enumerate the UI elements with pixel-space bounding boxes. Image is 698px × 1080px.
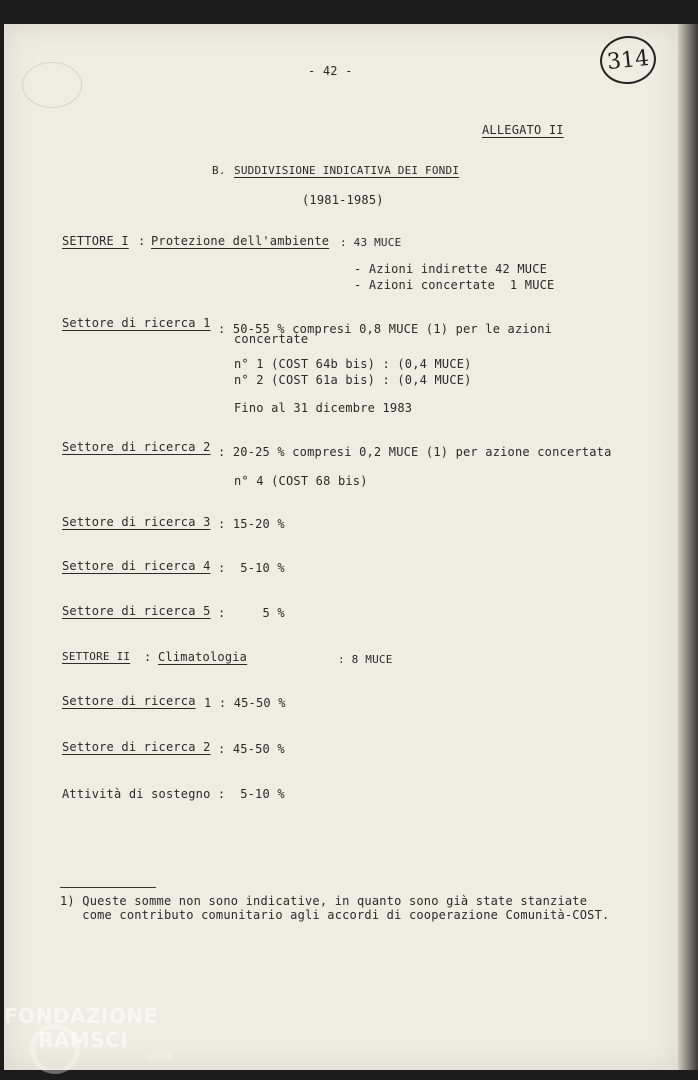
ricerca3-value: : 15-20 % [218,517,285,531]
ricerca4-label: Settore di ricerca 4 [62,559,211,573]
s2-ricerca2-label: Settore di ricerca 2 [62,740,211,754]
section-title-prefix: B. [212,164,226,177]
azioni-indirette: - Azioni indirette 42 MUCE [354,262,548,276]
ricerca1-text-cont: concertate [234,332,309,346]
ricerca1-item2: n° 2 (COST 61a bis) : (0,4 MUCE) [234,373,472,387]
s2-ricerca1-label: Settore di ricerca [62,694,196,708]
settore2-amount: : 8 MUCE [338,653,393,666]
settore2-label: SETTORE II [62,650,131,663]
ricerca1-text: : 50-55 % compresi 0,8 MUCE (1) per le azioni [218,322,553,336]
page-number: - 42 - [308,64,353,78]
ricerca5-value: : 5 % [218,606,285,620]
footnote-line2: come contributo comunitario agli accordi di cooperazione Comunità-COST. [60,908,610,922]
ricerca1-item1: n° 1 (COST 64b bis) : (0,4 MUCE) [234,357,472,371]
ricerca1-until: Fino al 31 dicembre 1983 [234,401,413,415]
settore1-name: Protezione dell'ambiente [151,234,330,248]
watermark-line2: RAMSCI [38,1028,129,1052]
ricerca2-item: n° 4 (COST 68 bis) [234,474,368,488]
ricerca2-text: : 20-25 % compresi 0,2 MUCE (1) per azione concertata [218,445,612,459]
paper-edge [678,24,698,1070]
azioni-concertate: - Azioni concertate 1 MUCE [354,278,555,292]
ricerca4-value: : 5-10 % [218,561,285,575]
settore2-name: Climatologia [158,650,248,664]
ricerca2-label: Settore di ricerca 2 [62,440,211,454]
section-title: SUDDIVISIONE INDICATIVA DEI FONDI [234,164,460,177]
watermark-line1: FONDAZIONE [4,1004,158,1028]
settore1-label: SETTORE I [62,234,129,248]
allegato-label: ALLEGATO II [482,123,564,137]
document-page [4,24,678,1070]
settore1-sep: : [138,234,146,248]
attivita-sostegno: Attività di sostegno : 5-10 % [62,787,285,801]
settore2-sep: : [144,650,152,664]
ricerca3-label: Settore di ricerca 3 [62,515,211,529]
footnote-rule [60,887,156,888]
ricerca1-label: Settore di ricerca 1 [62,316,211,330]
settore1-amount: : 43 MUCE [340,236,402,249]
ricerca5-label: Settore di ricerca 5 [62,604,211,618]
watermark-onlus: onlus [148,1052,173,1062]
years: (1981-1985) [302,193,384,207]
archive-stamp: 314 [598,33,659,87]
faded-stamp-icon [22,62,82,108]
fondazione-gramsci-watermark [4,1000,184,1076]
s2-ricerca1-value: 1 : 45-50 % [204,696,286,710]
footnote-line1: 1) Queste somme non sono indicative, in quanto sono già state stanziate [60,894,588,908]
s2-ricerca2-value: : 45-50 % [218,742,285,756]
